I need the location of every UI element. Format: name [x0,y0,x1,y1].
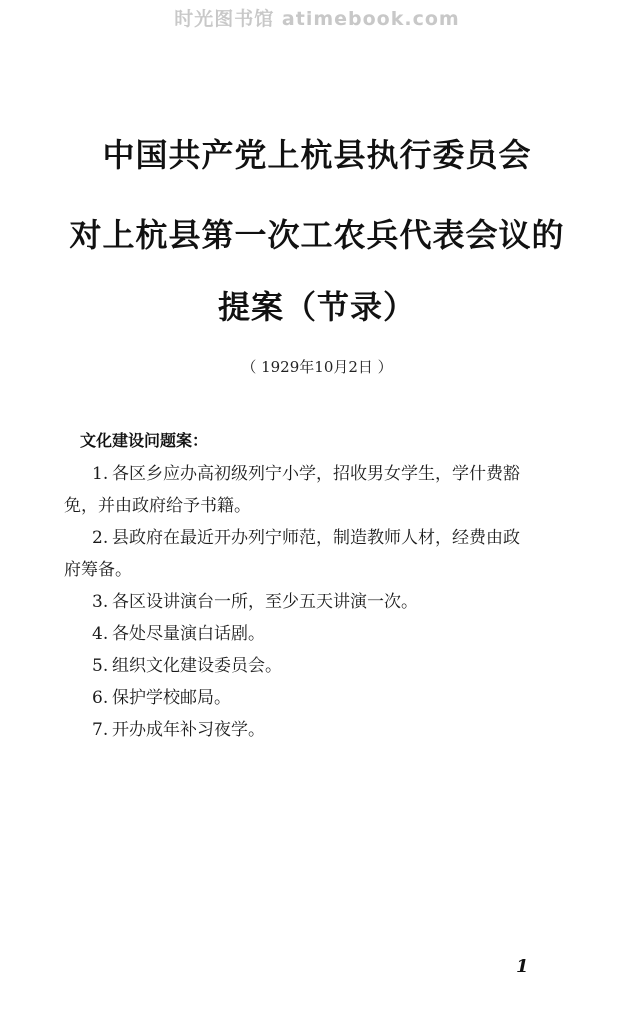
list-item [80,682,572,714]
item-number: 7. [92,720,109,740]
item-continuation: 免，并由政府给予书籍。 [64,496,251,516]
document-date: （ 1929年10月2日 ） [241,358,393,376]
item-number: 5. [92,656,109,676]
document-title-line-3: 提案（节录） [217,288,416,326]
item-text: 县政府在最近开办列宁师范，制造教师人材，经费由政 [112,528,520,548]
proposal-list [64,458,572,746]
list-item [80,586,572,618]
list-item [64,458,572,522]
item-text: 各区设讲演台一所，至少五天讲演一次。 [112,592,418,612]
list-item [64,522,572,586]
document-title-line-1: 中国共产党上杭县执行委员会 [102,136,532,174]
item-text: 各区乡应办高初级列宁小学，招收男女学生，学什费豁 [112,464,520,484]
page-number: 1 [516,956,529,977]
item-number: 4. [92,624,109,644]
item-number: 3. [92,592,109,612]
item-number: 2. [92,528,109,548]
item-text: 保护学校邮局。 [112,688,231,708]
item-number: 6. [92,688,109,708]
item-text: 各处尽量演白话剧。 [112,624,265,644]
list-item [80,650,572,682]
item-text: 开办成年补习夜学。 [112,720,265,740]
item-text: 组织文化建设委员会。 [112,656,282,676]
item-continuation: 府筹备。 [64,560,132,580]
list-item [80,618,572,650]
document-title-line-2: 对上杭县第一次工农兵代表会议的 [69,216,565,254]
list-item [80,714,572,746]
watermark-text: 时光图书馆 atimebook.com [174,8,460,30]
item-number: 1. [92,464,109,484]
section-heading: 文化建设问题案： [80,431,209,450]
